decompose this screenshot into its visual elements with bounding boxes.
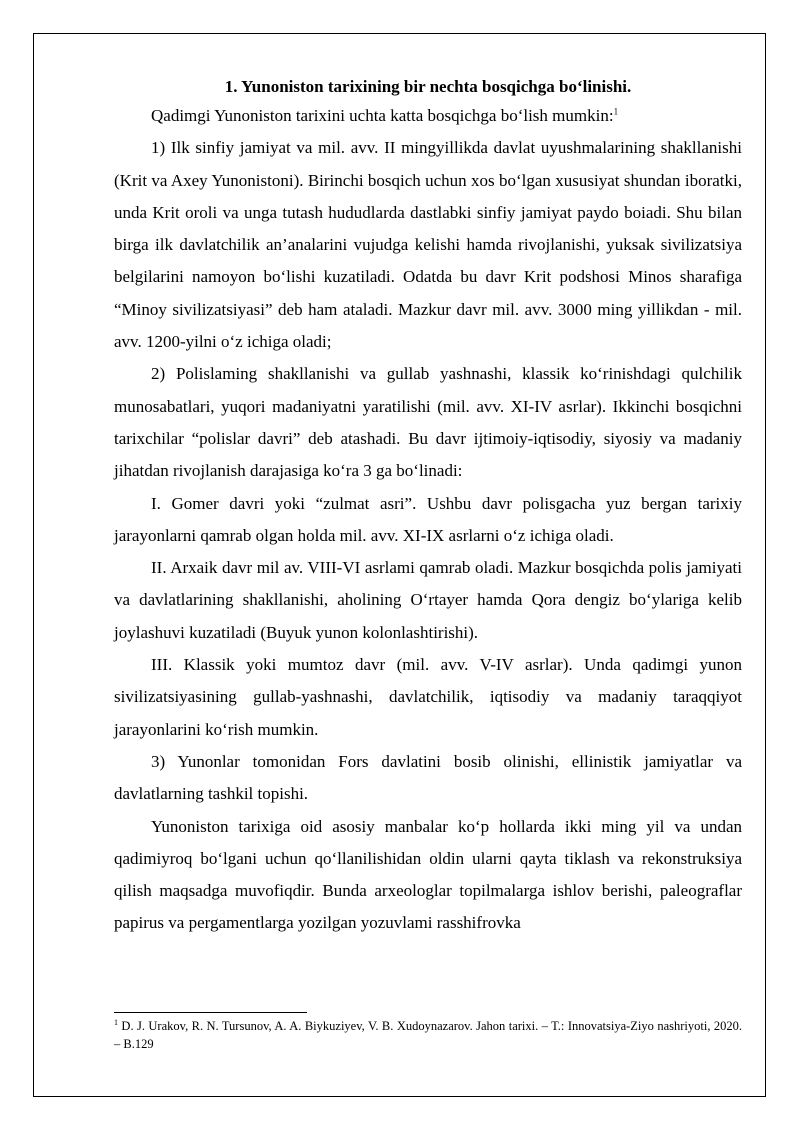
paragraph-intro-text: Qadimgi Yunoniston tarixini uchta katta bosqichga bo‘lish mumkin: — [151, 106, 614, 125]
paragraph-homer-period: I. Gomer davri yoki “zulmat asri”. Ushbu davr polisgacha yuz bergan tarixiy jarayonlarni qamrab olgan holda mil. avv. XI-IX asrlarni o‘z ichiga oladi. — [114, 493, 742, 545]
paragraph-intro — [114, 100, 742, 132]
footnote-separator — [114, 1012, 307, 1013]
paragraph-archaic-period: II. Arxaik davr mil av. VIII-VI asrlami qamrab oladi. Mazkur bosqichda polis jamiyati va davlatlarining shakllanishi, aholining O‘rtayer hamda Qora dengiz bo‘ylariga kelib joylashuvi kuzatiladi (Buyuk yunon kolonlashtirishi). — [114, 558, 742, 642]
footnote — [114, 1018, 742, 1053]
document-body — [114, 76, 742, 940]
paragraph-stage-3: 3) Yunonlar tomonidan Fors davlatini bosib olinishi, ellinistik jamiyatlar va davlatlarning tashkil topishi. — [114, 751, 742, 804]
footnote-text: D. J. Urakov, R. N. Tursunov, A. A. Biykuziyev, V. B. Xudoynazarov. Jahon tarixi. – T.: Innovatsiya-Ziyo nashriyoti, 2020. – B.129 — [114, 1019, 742, 1051]
paragraph-stage-1: 1) Ilk sinfiy jamiyat va mil. avv. II mingyillikda davlat uyushmalarining shakllanishi (Krit va Axey Yunonistoni). Birinchi bosqich uchun xos bo‘lgan xususiyat shundan iboratki, unda Krit oroli va unga tutash hududlarda dastlabki sinfiy jamiyat paydo boiadi. Shu bilan birga ilk davlatchilik an’analarini vujudga kelishi hamda rivojlanishi, yuksak sivilizatsiya belgilarini namoyon bo‘lishi kuzatiladi. Odatda bu davr Krit podshosi Minos sharafiga “Minoy sivilizatsiyasi” deb ham ataladi. Mazkur davr mil. avv. 3000 ming yillikdan - mil. avv. 1200-yilni o‘z ichiga oladi; — [114, 138, 742, 352]
paragraph-stage-2: 2) Polislaming shakllanishi va gullab yashnashi, klassik ko‘rinishdagi qulchilik munosabatlari, yuqori madaniyatni yaratilishi (mil. avv. XI-IV asrlar). Ikkinchi bosqichni tarixchilar “polislar davri” deb atashadi. Bu davr ijtimoiy-iqtisodiy, siyosiy va madaniy jihatdan rivojlanish darajasiga ko‘ra 3 ga bo‘linadi: — [114, 364, 742, 481]
section-heading: 1. Yunoniston tarixining bir nechta bosqichga bo‘linishi. — [224, 77, 632, 96]
paragraph-classical-period: III. Klassik yoki mumtoz davr (mil. avv. V-IV asrlar). Unda qadimgi yunon sivilizatsiyasining gullab-yashnashi, davlatchilik, iqtisodiy va madaniy taraqqiyot jarayonlarini ko‘rish mumkin. — [114, 655, 742, 739]
paragraph-sources: Yunoniston tarixiga oid asosiy manbalar ko‘p hollarda ikki ming yil va undan qadimiyroq bo‘lgani uchun qo‘llanilishidan oldin ularni qayta tiklash va rekonstruksiya qilish maqsadga muvofiqdir. Bunda arxeologlar topilmalarga ishlov berishi, paleograflar papirus va pergamentlarga yozilgan yozuvlami rasshifrovka — [114, 816, 742, 933]
footnote-marker: 1 — [114, 1017, 118, 1027]
footnote-reference[interactable]: 1 — [613, 106, 619, 117]
